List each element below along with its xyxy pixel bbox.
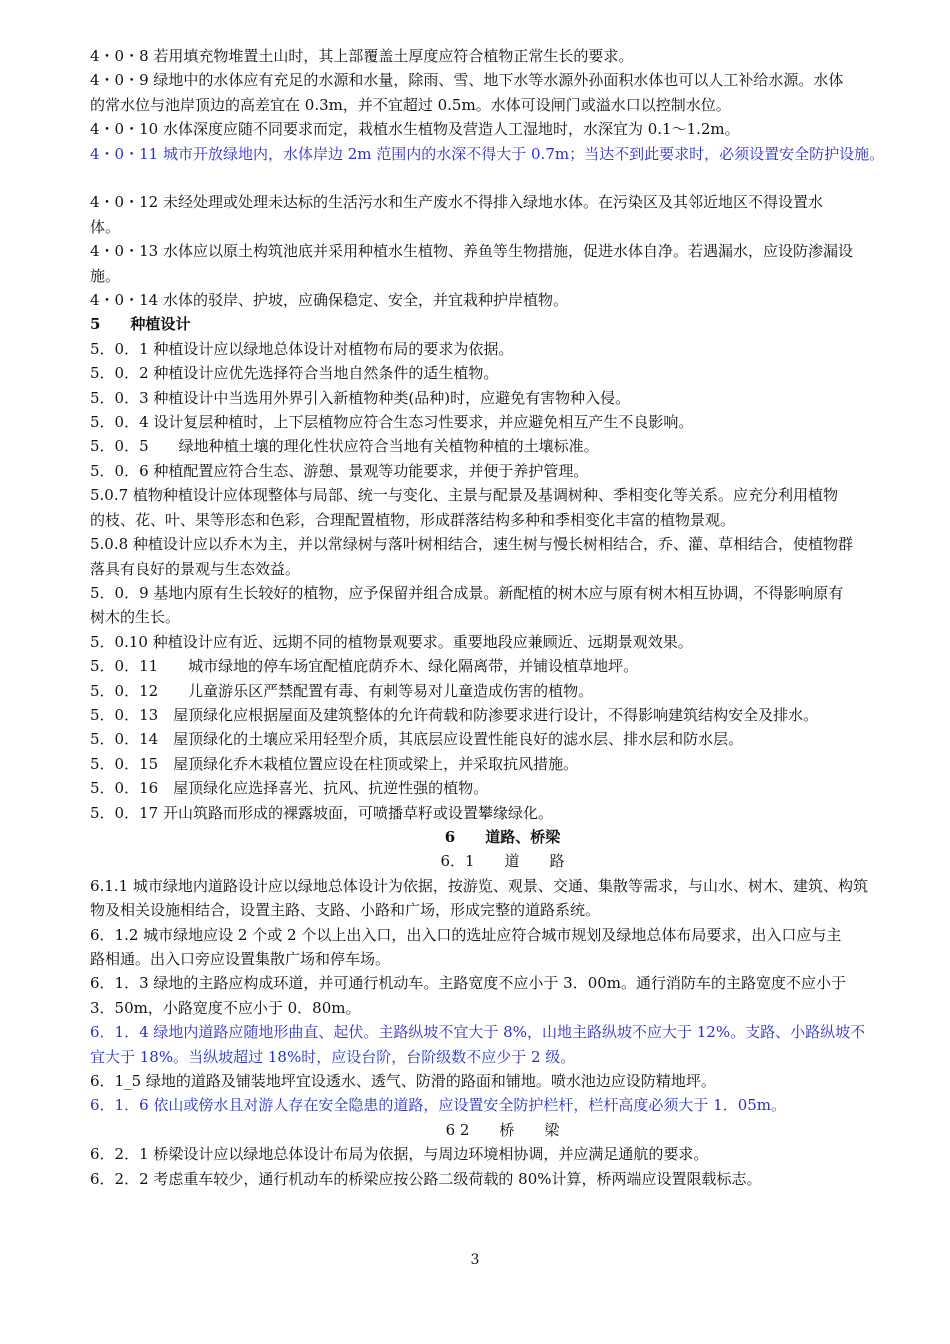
clause-6-1-4-line-2-highlighted: 宜大于 18%。当纵坡超过 18%时，应设台阶，台阶级数不应少于 2 级。 <box>90 1047 576 1066</box>
subsection-6-1-heading: 6．1 道 路 <box>440 852 565 871</box>
clause-6-1-4-line-1-highlighted: 6．1．4 绿地内道路应随地形曲直、起伏。主路纵坡不宜大于 8%，山地主路纵坡不应大于 12%。支路、小路纵坡不 <box>90 1023 866 1042</box>
clause-5-0-9-line-2: 树木的生长。 <box>90 608 181 627</box>
clause-5-0-4: 5．0．4 设计复层种植时，上下层植物应符合生态习性要求，并应避免相互产生不良影响。 <box>90 413 694 432</box>
clause-6-1-1-line-1: 6.1.1 城市绿地内道路设计应以绿地总体设计为依据，按游览、观景、交通、集散等需求，与山水、树木、建筑、构筑 <box>90 876 868 895</box>
clause-6-1-1-line-2: 物及相关设施相结合，设置主路、支路、小路和广场，形成完整的道路系统。 <box>90 901 601 920</box>
clause-5-0-3: 5．0．3 种植设计中当选用外界引入新植物种类(品种)时，应避免有害物种入侵。 <box>90 388 631 407</box>
clause-5-0-17: 5．0．17 开山筑路而形成的裸露坡面，可喷播草籽或设置攀缘绿化。 <box>90 803 553 822</box>
section-6-heading: 6 道路、桥梁 <box>444 827 561 846</box>
clause-5-0-9-line-1: 5．0．9 基地内原有生长较好的植物，应予保留并组合成景。新配植的树木应与原有树木相互协调，不得影响原有 <box>90 583 844 602</box>
clause-6-2-1: 6．2．1 桥梁设计应以绿地总体设计布局为依据，与周边环境相协调，并应满足通航的要求。 <box>90 1145 709 1164</box>
clause-5-0-5: 5．0．5 绿地种植土壤的理化性状应符合当地有关植物种植的土壤标准。 <box>90 437 599 456</box>
clause-5-0-12: 5．0．12 儿童游乐区严禁配置有毒、有刺等易对儿童造成伤害的植物。 <box>90 681 594 700</box>
page-content <box>90 44 915 1191</box>
clause-5-0-7-line-1: 5.0.7 植物种植设计应体现整体与局部、统一与变化、主景与配景及基调树种、季相变化等关系。应充分利用植物 <box>90 486 838 505</box>
clause-6-2-2: 6．2．2 考虑重车较少，通行机动车的桥梁应按公路二级荷载的 80%计算，桥两端应设置限载标志。 <box>90 1169 762 1188</box>
clause-4-0-8: 4・0・8 若用填充物堆置土山时，其上部覆盖土厚度应符合植物正常生长的要求。 <box>90 47 634 65</box>
clause-5-0-1: 5．0．1 种植设计应以绿地总体设计对植物布局的要求为依据。 <box>90 339 514 358</box>
clause-5-0-13: 5．0．13 屋顶绿化应根据屋面及建筑整体的允许荷载和防渗要求进行设计，不得影响建筑结构安全及排水。 <box>90 705 819 724</box>
clause-4-0-13-line-1: 4・0・13 水体应以原土构筑池底并采用种植水生植物、养鱼等生物措施，促进水体自净。若遇漏水，应设防渗漏设 <box>90 242 853 261</box>
clause-4-0-11-highlighted: 4・0・11 城市开放绿地内，水体岸边 2m 范围内的水深不得大于 0.7m；当达不到此要求时，必须设置安全防护设施。 <box>90 144 885 163</box>
clause-5-0-14: 5．0．14 屋顶绿化的土壤应采用轻型介质，其底层应设置性能良好的滤水层、排水层和防水层。 <box>90 730 744 749</box>
clause-6-1-3-line-1: 6．1．3 绿地的主路应构成环道，并可通行机动车。主路宽度不应小于 3．00m。通行消防车的主路宽度不应小于 <box>90 974 847 993</box>
clause-5-0-16: 5．0．16 屋顶绿化应选择喜光、抗风、抗逆性强的植物。 <box>90 779 489 798</box>
clause-5-0-8-line-1: 5.0.8 种植设计应以乔木为主，并以常绿树与落叶树相结合，速生树与慢长树相结合，乔、灌、草相结合，使植物群 <box>90 535 853 554</box>
clause-5-0-15: 5．0．15 屋顶绿化乔木栽植位置应设在柱顶或梁上，并采取抗风措施。 <box>90 754 579 773</box>
section-5-heading: 5 种植设计 <box>90 315 191 334</box>
clause-4-0-14: 4・0・14 水体的驳岸、护坡，应确保稳定、安全，并宜栽种护岸植物。 <box>90 291 568 310</box>
clause-6-1-2-line-1: 6．1.2 城市绿地应设 2 个或 2 个以上出入口，出入口的选址应符合城市规划及绿地总体布局要求，出入口应与主 <box>90 925 842 944</box>
page-number: 3 <box>470 1252 480 1268</box>
clause-4-0-9-line-2: 的常水位与池岸顶边的高差宜在 0.3m，并不宜超过 0.5m。水体可设闸门或溢水口以控制水位。 <box>90 95 731 114</box>
clause-6-1-6-highlighted: 6．1．6 依山或傍水且对游人存在安全隐患的道路，应设置安全防护栏杆，栏杆高度必须大于 1．05m。 <box>90 1096 787 1115</box>
blank-line <box>90 166 915 190</box>
clause-4-0-13-line-2: 施。 <box>90 266 121 285</box>
clause-6-1-5: 6．1_5 绿地的道路及铺装地坪宜设透水、透气、防滑的路面和铺地。喷水池边应设防精地坪。 <box>90 1072 716 1091</box>
clause-4-0-12-line-2: 体。 <box>90 217 121 236</box>
clause-5-0-2: 5．0．2 种植设计应优先选择符合当地自然条件的适生植物。 <box>90 364 499 383</box>
clause-4-0-9-line-1: 4・0・9 绿地中的水体应有充足的水源和水量，除雨、雪、地下水等水源外孙面积水体也可以人工补给水源。水体 <box>90 71 844 90</box>
clause-5-0-11: 5．0．11 城市绿地的停车场宜配植庇荫乔木、绿化隔离带，并铺设植草地坪。 <box>90 657 639 676</box>
clause-5-0-8-line-2: 落具有良好的景观与生态效益。 <box>90 559 301 578</box>
clause-5-0-6: 5．0．6 种植配置应符合生态、游憩、景观等功能要求，并便于养护管理。 <box>90 461 589 480</box>
clause-6-1-2-line-2: 路相通。出入口旁应设置集散广场和停车场。 <box>90 950 391 969</box>
clause-5-0-10: 5．0.10 种植设计应有近、远期不同的植物景观要求。重要地段应兼顾近、远期景观效果。 <box>90 632 693 651</box>
clause-4-0-10: 4・0・10 水体深度应随不同要求而定，栽植水生植物及营造人工湿地时，水深宜为 0.1～1.2m。 <box>90 120 740 139</box>
clause-6-1-3-line-2: 3．50m，小路宽度不应小于 0．80m。 <box>90 998 361 1017</box>
clause-5-0-7-line-2: 的枝、花、叶、果等形态和色彩，合理配置植物，形成群落结构多种和季相变化丰富的植物景观。 <box>90 510 736 529</box>
subsection-6-2-heading: 6 2 桥 梁 <box>445 1120 560 1139</box>
clause-4-0-12-line-1: 4・0・12 未经处理或处理未达标的生活污水和生产废水不得排入绿地水体。在污染区及其邻近地区不得设置水 <box>90 193 823 212</box>
